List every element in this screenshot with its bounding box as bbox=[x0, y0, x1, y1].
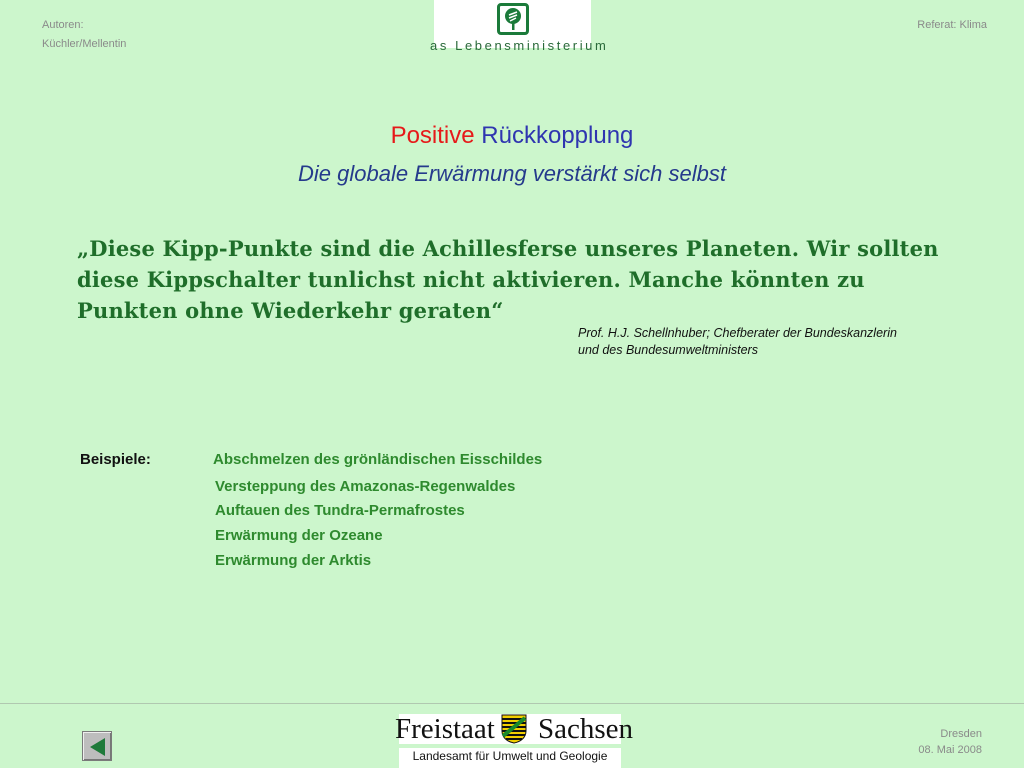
quote-attribution bbox=[578, 325, 958, 359]
title-positive: Positive bbox=[390, 122, 475, 149]
saxony-logo bbox=[395, 713, 634, 745]
saxony-logo-word-2: Sachsen bbox=[538, 713, 634, 745]
ministry-logo bbox=[430, 0, 609, 53]
slide-subtitle: Die globale Erwärmung verstärkt sich selbst bbox=[298, 161, 726, 186]
footer-place: Dresden bbox=[940, 728, 982, 740]
footer-date: 08. Mai 2008 bbox=[918, 744, 982, 756]
tree-emblem-icon bbox=[497, 3, 529, 35]
examples-label: Beispiele: bbox=[80, 451, 151, 468]
topic-label: Referat: Klima bbox=[917, 19, 987, 31]
example-item: Erwärmung der Ozeane bbox=[215, 527, 383, 544]
ministry-logo-text: as Lebensministerium bbox=[430, 38, 609, 53]
example-item: Abschmelzen des grönländischen Eisschildes bbox=[213, 451, 543, 468]
agency-name: Landesamt für Umwelt und Geologie bbox=[399, 748, 621, 768]
authors-names: Küchler/Mellentin bbox=[42, 38, 127, 50]
authors-label: Autoren: bbox=[42, 19, 84, 31]
saxony-crest-icon bbox=[499, 714, 529, 744]
attribution-line-1: Prof. H.J. Schellnhuber; Chefberater der Bundeskanzlerin bbox=[578, 326, 897, 340]
example-item: Auftauen des Tundra-Permafrostes bbox=[215, 502, 465, 519]
saxony-logo-word-1: Freistaat bbox=[395, 713, 495, 745]
footer-divider bbox=[0, 703, 1024, 704]
attribution-line-2: und des Bundesumweltministers bbox=[578, 343, 758, 357]
slide-title bbox=[0, 122, 1024, 150]
back-button[interactable] bbox=[82, 731, 112, 761]
example-item: Erwärmung der Arktis bbox=[215, 552, 372, 569]
triangle-left-icon bbox=[87, 736, 109, 758]
quote-text: „Diese Kipp-Punkte sind die Achillesferse unseres Planeten. Wir sollten diese Kippschalter tunlichst nicht aktivieren. Manche könnten zu Punkten ohne Wiederkehr geraten“ bbox=[77, 236, 939, 323]
example-item: Versteppung des Amazonas-Regenwaldes bbox=[215, 478, 516, 495]
authors-block bbox=[42, 16, 126, 54]
title-rest: Rückkopplung bbox=[481, 122, 634, 149]
